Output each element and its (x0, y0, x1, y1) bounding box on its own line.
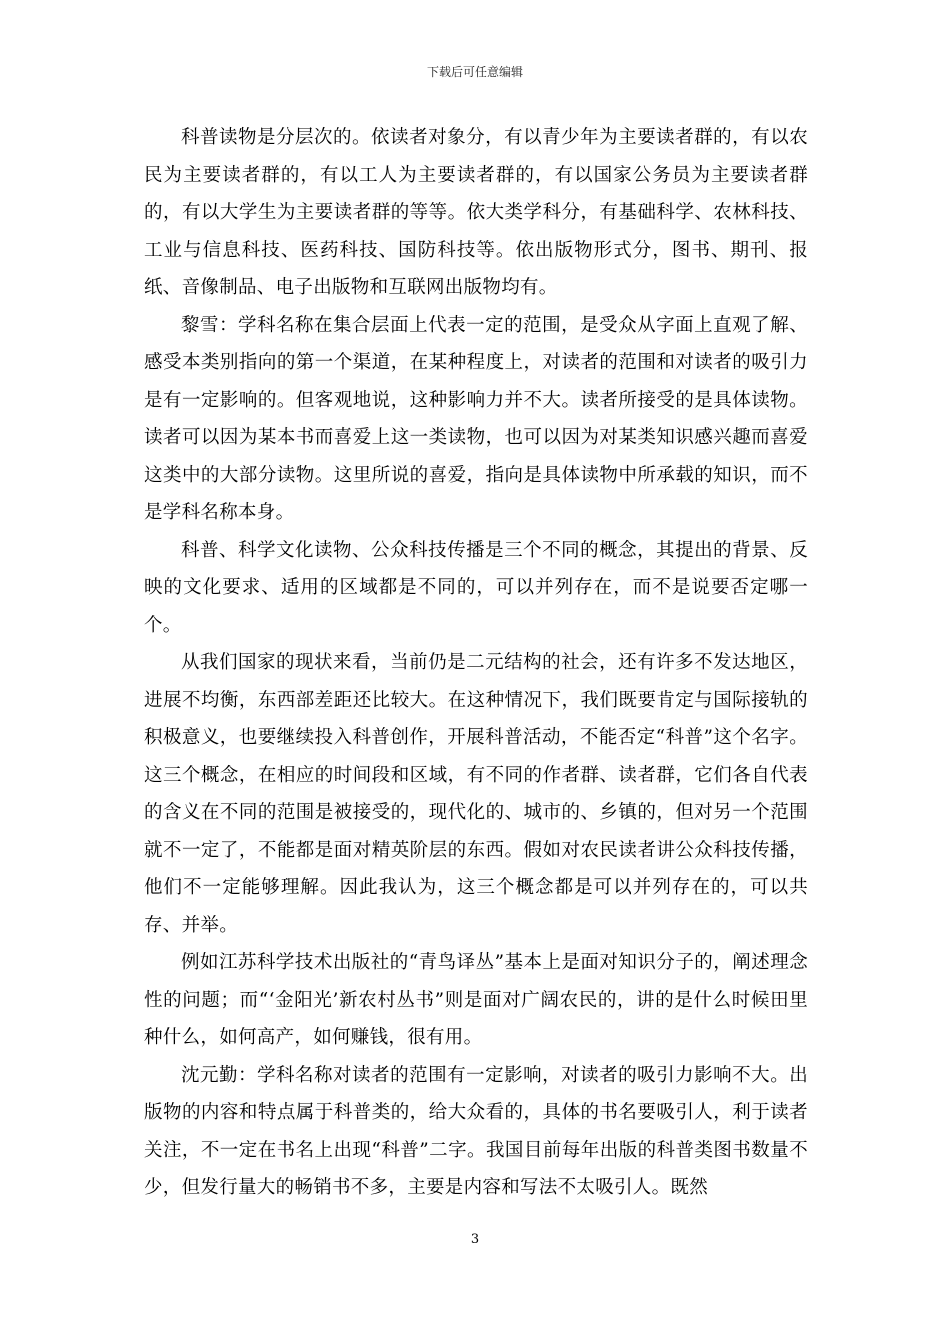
paragraph: 沈元勤：学科名称对读者的范围有一定影响，对读者的吸引力影响不大。出版物的内容和特点属于科普类的，给大众看的，具体的书名要吸引人，利于读者关注，不一定在书名上出现“科普”二字。我国目前每年出版的科普类图书数量不少，但发行量大的畅销书不多，主要是内容和写法不太吸引人。既然 (144, 1064, 808, 1198)
paragraph: 例如江苏科学技术出版社的“青鸟译丛”基本上是面对知识分子的，阐述理念性的问题；而“‘金阳光’新农村丛书”则是面对广阔农民的，讲的是什么时候田里种什么，如何高产，如何赚钱，很有用。 (144, 952, 808, 1048)
paragraph: 从我们国家的现状来看，当前仍是二元结构的社会，还有许多不发达地区，进展不均衡，东西部差距还比较大。在这种情况下，我们既要肯定与国际接轨的积极意义，也要继续投入科普创作，开展科普活动，不能否定“科普”这个名字。这三个概念，在相应的时间段和区域，有不同的作者群、读者群，它们各自代表的含义在不同的范围是被接受的，现代化的、城市的、乡镇的，但对另一个范围就不一定了，不能都是面对精英阶层的东西。假如对农民读者讲公众科技传播，他们不一定能够理解。因此我认为，这三个概念都是可以并列存在的，可以共存、并举。 (144, 652, 808, 936)
document-body (144, 119, 808, 1207)
page-header: 下载后可任意编辑 (426, 65, 523, 79)
paragraph: 科普读物是分层次的。依读者对象分，有以青少年为主要读者群的，有以农民为主要读者群的，有以工人为主要读者群的，有以国家公务员为主要读者群的，有以大学生为主要读者群的等等。依大类学科分，有基础科学、农林科技、工业与信息科技、医药科技、国防科技等。依出版物形式分，图书、期刊、报纸、音像制品、电子出版物和互联网出版物均有。 (144, 127, 808, 298)
paragraph: 科普、科学文化读物、公众科技传播是三个不同的概念，其提出的背景、反映的文化要求、适用的区域都是不同的，可以并列存在，而不是说要否定哪一个。 (144, 539, 808, 636)
page-number: 3 (470, 1232, 480, 1247)
paragraph: 黎雪：学科名称在集合层面上代表一定的范围，是受众从字面上直观了解、感受本类别指向的第一个渠道，在某种程度上，对读者的范围和对读者的吸引力是有一定影响的。但客观地说，这种影响力并不大。读者所接受的是具体读物。读者可以因为某本书而喜爱上这一类读物，也可以因为对某类知识感兴趣而喜爱这类中的大部分读物。这里所说的喜爱，指向是具体读物中所承载的知识，而不是学科名称本身。 (144, 314, 808, 523)
